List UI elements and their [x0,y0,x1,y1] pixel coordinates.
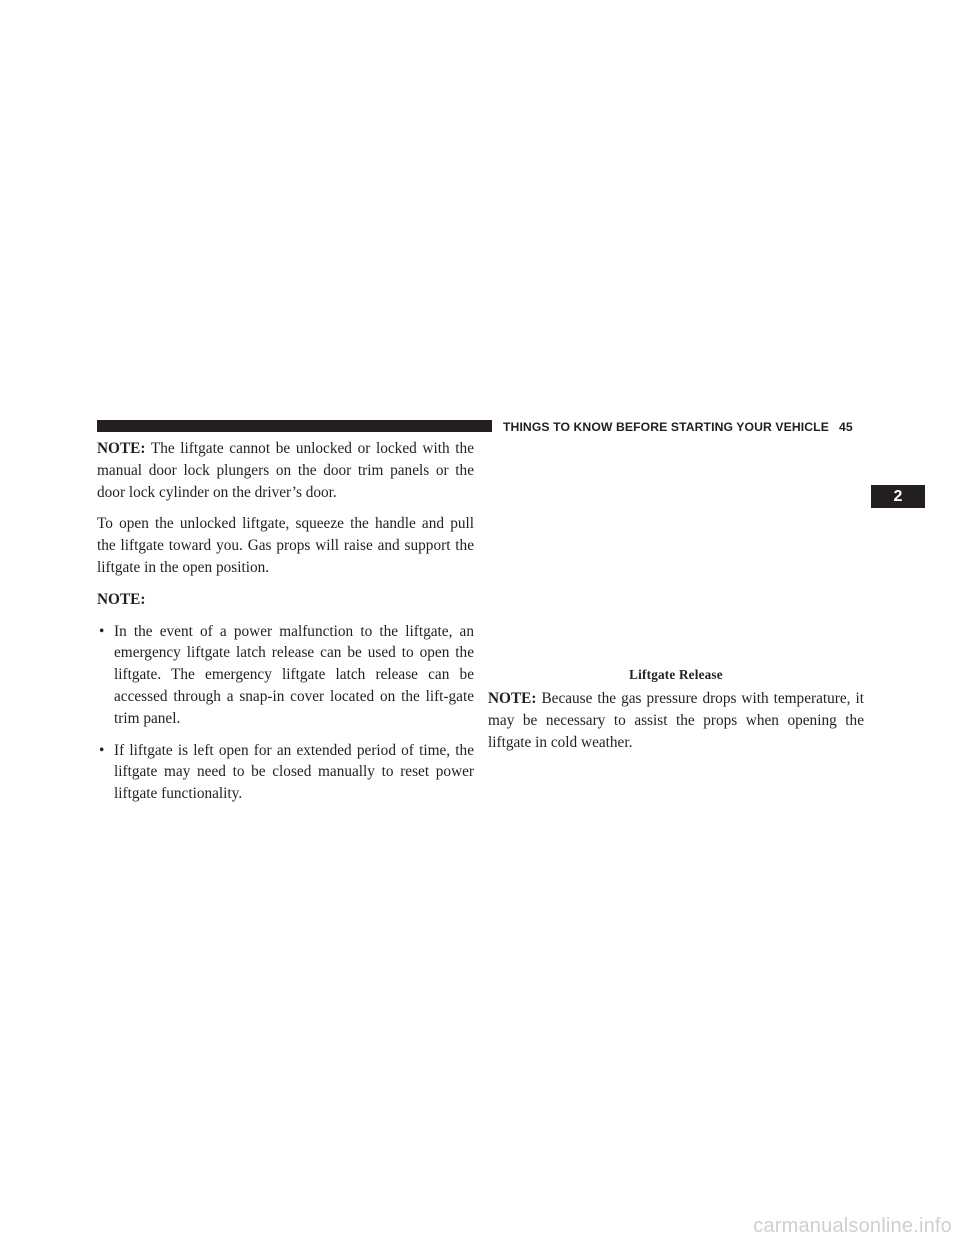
bullet-item [97,621,474,730]
bullet-icon: • [99,741,105,759]
bullet-text: In the event of a power malfunction to the liftgate, an emergency liftgate latch release can be used to open the liftgate. The emergency liftgate latch release can be accessed through a snap-in cover located on the lift-gate trim panel. [114,622,474,727]
note-label: NOTE: [488,690,537,707]
figure-caption: Liftgate Release [629,667,723,682]
header-rule [97,420,492,432]
body-paragraph: To open the unlocked liftgate, squeeze the handle and pull the liftgate toward you. Gas props will raise and support the liftgate in the open position. [97,515,474,576]
chapter-tab[interactable]: 2 [871,485,925,508]
note-heading [97,589,474,611]
note-label: NOTE: [97,440,146,457]
watermark-text: carmanualsonline.info [753,1215,952,1237]
bullet-item [97,740,474,805]
page-number: 45 [838,420,853,434]
bullet-icon: • [99,622,105,640]
running-header [503,419,853,435]
note-text: Because the gas pressure drops with temperature, it may be necessary to assist the props when opening the liftgate in cold weather. [488,690,864,751]
section-title: THINGS TO KNOW BEFORE STARTING YOUR VEHICLE [503,420,829,434]
right-column [488,688,864,763]
note-label: NOTE: [97,590,146,608]
left-column [97,438,474,815]
bullet-text: If liftgate is left open for an extended period of time, the liftgate may need to be closed manually to reset power liftgate functionality. [114,741,474,803]
note-text: The liftgate cannot be unlocked or locked with the manual door lock plungers on the door trim panels or the door lock cylinder on the driver’s door. [97,440,474,501]
note-paragraph [488,688,864,753]
note-paragraph [97,438,474,503]
